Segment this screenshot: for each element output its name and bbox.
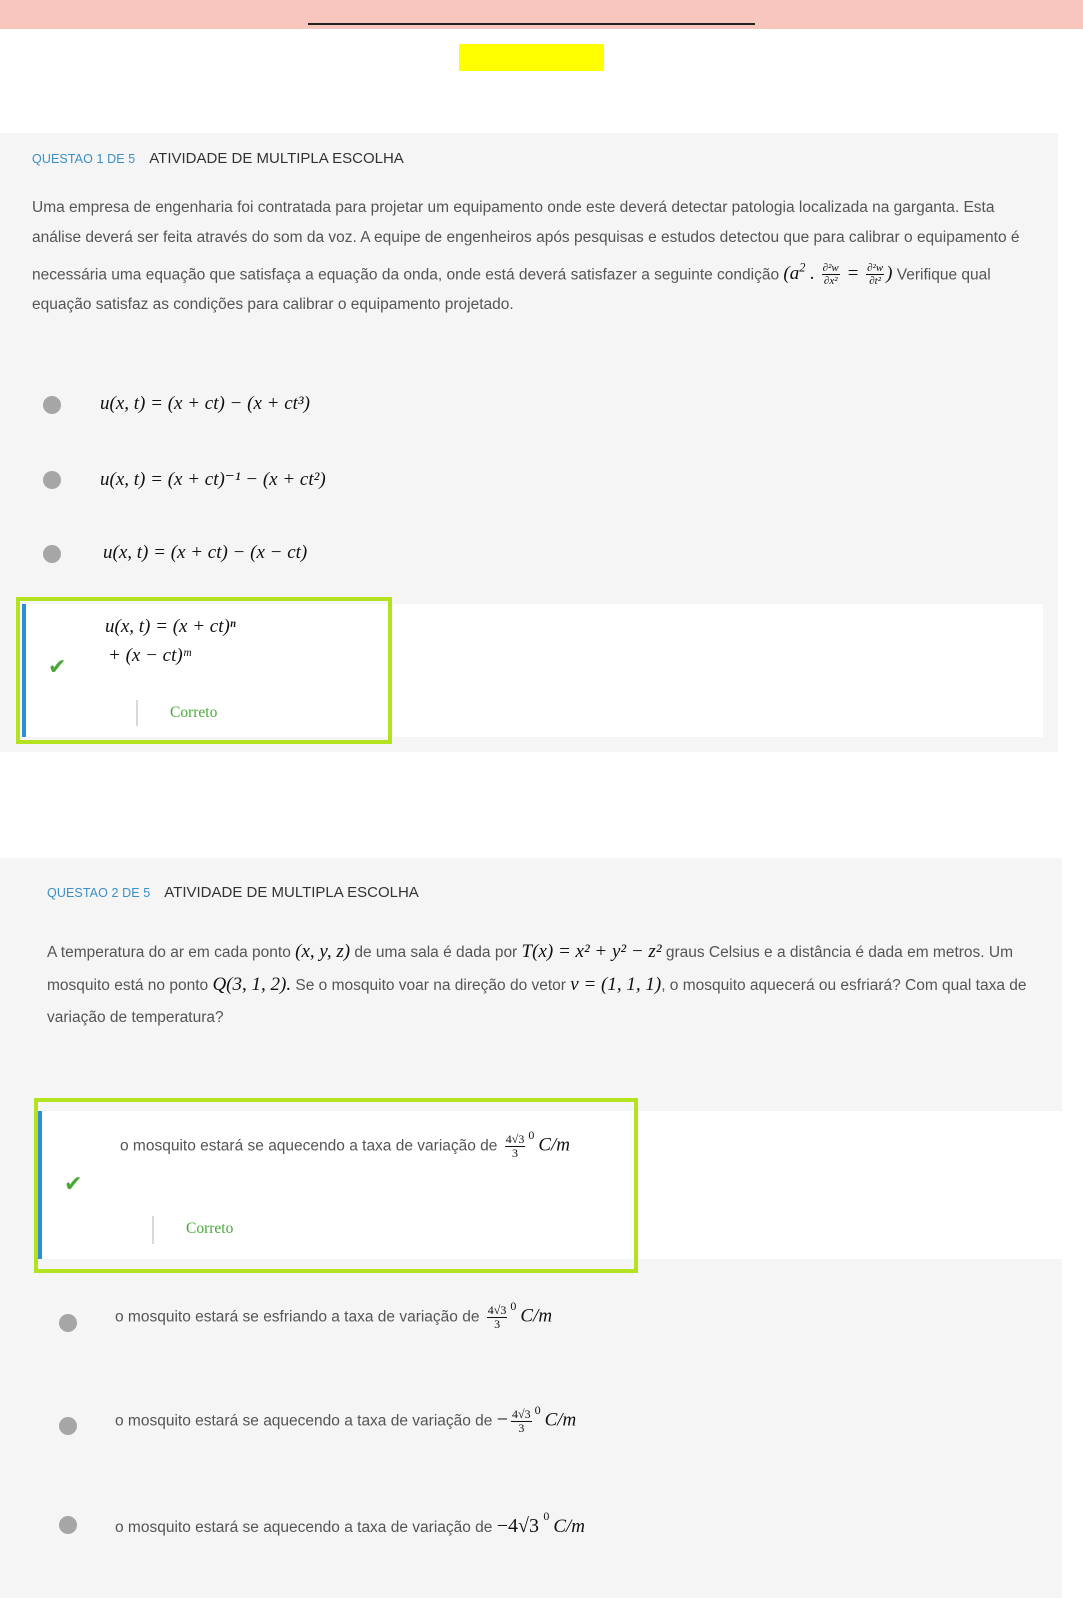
question-type: ATIVIDADE DE MULTIPLA ESCOLHA	[149, 150, 404, 167]
point-xyz: (x, y, z)	[295, 941, 351, 962]
answer-line-2[interactable]: + (x − ct)ᵐ	[108, 645, 191, 666]
question-type: ATIVIDADE DE MULTIPLA ESCOLHA	[164, 884, 419, 901]
question-2-text: A temperatura do ar em cada ponto (x, y, z) de uma sala é dada por T(x) = x² + y² − z² graus Celsius e a distância é dada em metros. Um mosquito está no ponto Q(3, 1, 2). Se o mosquito voar na direção do vetor v = (1, 1, 1), o mosquito aquecerá ou esfriará? Com qual taxa de variação de temperatura?	[47, 941, 1027, 1026]
option-3-radio[interactable]	[59, 1516, 77, 1534]
option-1-text[interactable]: u(x, t) = (x + ct) − (x + ct³)	[100, 393, 310, 414]
option-3-text[interactable]: o mosquito estará se aquecendo a taxa de variação de −4√3 $^0$ C/m	[115, 1509, 585, 1537]
option-1-radio[interactable]	[59, 1314, 77, 1332]
yellow-highlight	[459, 44, 604, 71]
option-2-text[interactable]: u(x, t) = (x + ct)⁻¹ − (x + ct²)	[100, 469, 326, 490]
temperature-formula: T(x) = x² + y² − z²	[521, 941, 662, 962]
check-icon: ✔	[64, 1171, 83, 1196]
wave-condition: ($a^2$ . $\frac{\text{∂²w}}{\text{∂x²}}$ = $\frac{\text{∂²w}}{\text{∂t²}}$ )	[783, 261, 893, 288]
answer-highlight-box	[34, 1098, 638, 1273]
question-number: QUESTAO 1 DE 5	[32, 152, 136, 166]
option-1-radio[interactable]	[43, 396, 61, 414]
feedback-divider	[136, 700, 138, 726]
feedback-divider	[152, 1216, 154, 1244]
question-1-text: Uma empresa de engenharia foi contratada para projetar um equipamento onde este deverá detectar patologia localizada na garganta. Esta análise deverá ser feita através do som da voz. A equipe de engenheiros após pesquisas e estudos detectou que para calibrar o equipamento é necessária uma equação que satisfaça a equação da onda, onde está deverá satisfazer a seguinte condição ($a^2$ . $\frac{\text{∂²w}}{\text{∂x²}}$ = $\frac{\text{∂²w}}{\text{∂t²}}$ ) Verifique qual equação satisfaz as condições para calibrar o equipamento projetado.	[32, 199, 1020, 314]
question-1-header	[32, 150, 404, 167]
option-2-text[interactable]: o mosquito estará se aquecendo a taxa de variação de − $\frac{4√3}{3}$ $^0$ C/m	[115, 1402, 577, 1435]
vector-v: v = (1, 1, 1)	[570, 974, 662, 995]
option-2-radio[interactable]	[43, 471, 61, 489]
check-icon: ✔	[48, 654, 67, 679]
answer-line-1[interactable]: u(x, t) = (x + ct)ⁿ	[105, 616, 236, 637]
banner-underline	[308, 23, 755, 25]
question-2-header	[47, 884, 419, 901]
feedback-correct: Correto	[186, 1220, 234, 1237]
option-2-radio[interactable]	[59, 1417, 77, 1435]
rate-fraction: $\frac{4√3}{3}$	[505, 1132, 525, 1160]
answer-text[interactable]: o mosquito estará se aquecendo a taxa de variação de $\frac{4√3}{3}$ $^0$ C/m	[120, 1127, 571, 1160]
point-q: Q(3, 1, 2).	[212, 974, 292, 995]
question-number: QUESTAO 2 DE 5	[47, 886, 151, 900]
option-3-text[interactable]: u(x, t) = (x + ct) − (x − ct)	[103, 542, 308, 563]
option-3-radio[interactable]	[43, 545, 61, 563]
option-1-text[interactable]: o mosquito estará se esfriando a taxa de variação de $\frac{4√3}{3}$ $^0$ C/m	[115, 1298, 553, 1331]
feedback-correct: Correto	[170, 704, 218, 721]
